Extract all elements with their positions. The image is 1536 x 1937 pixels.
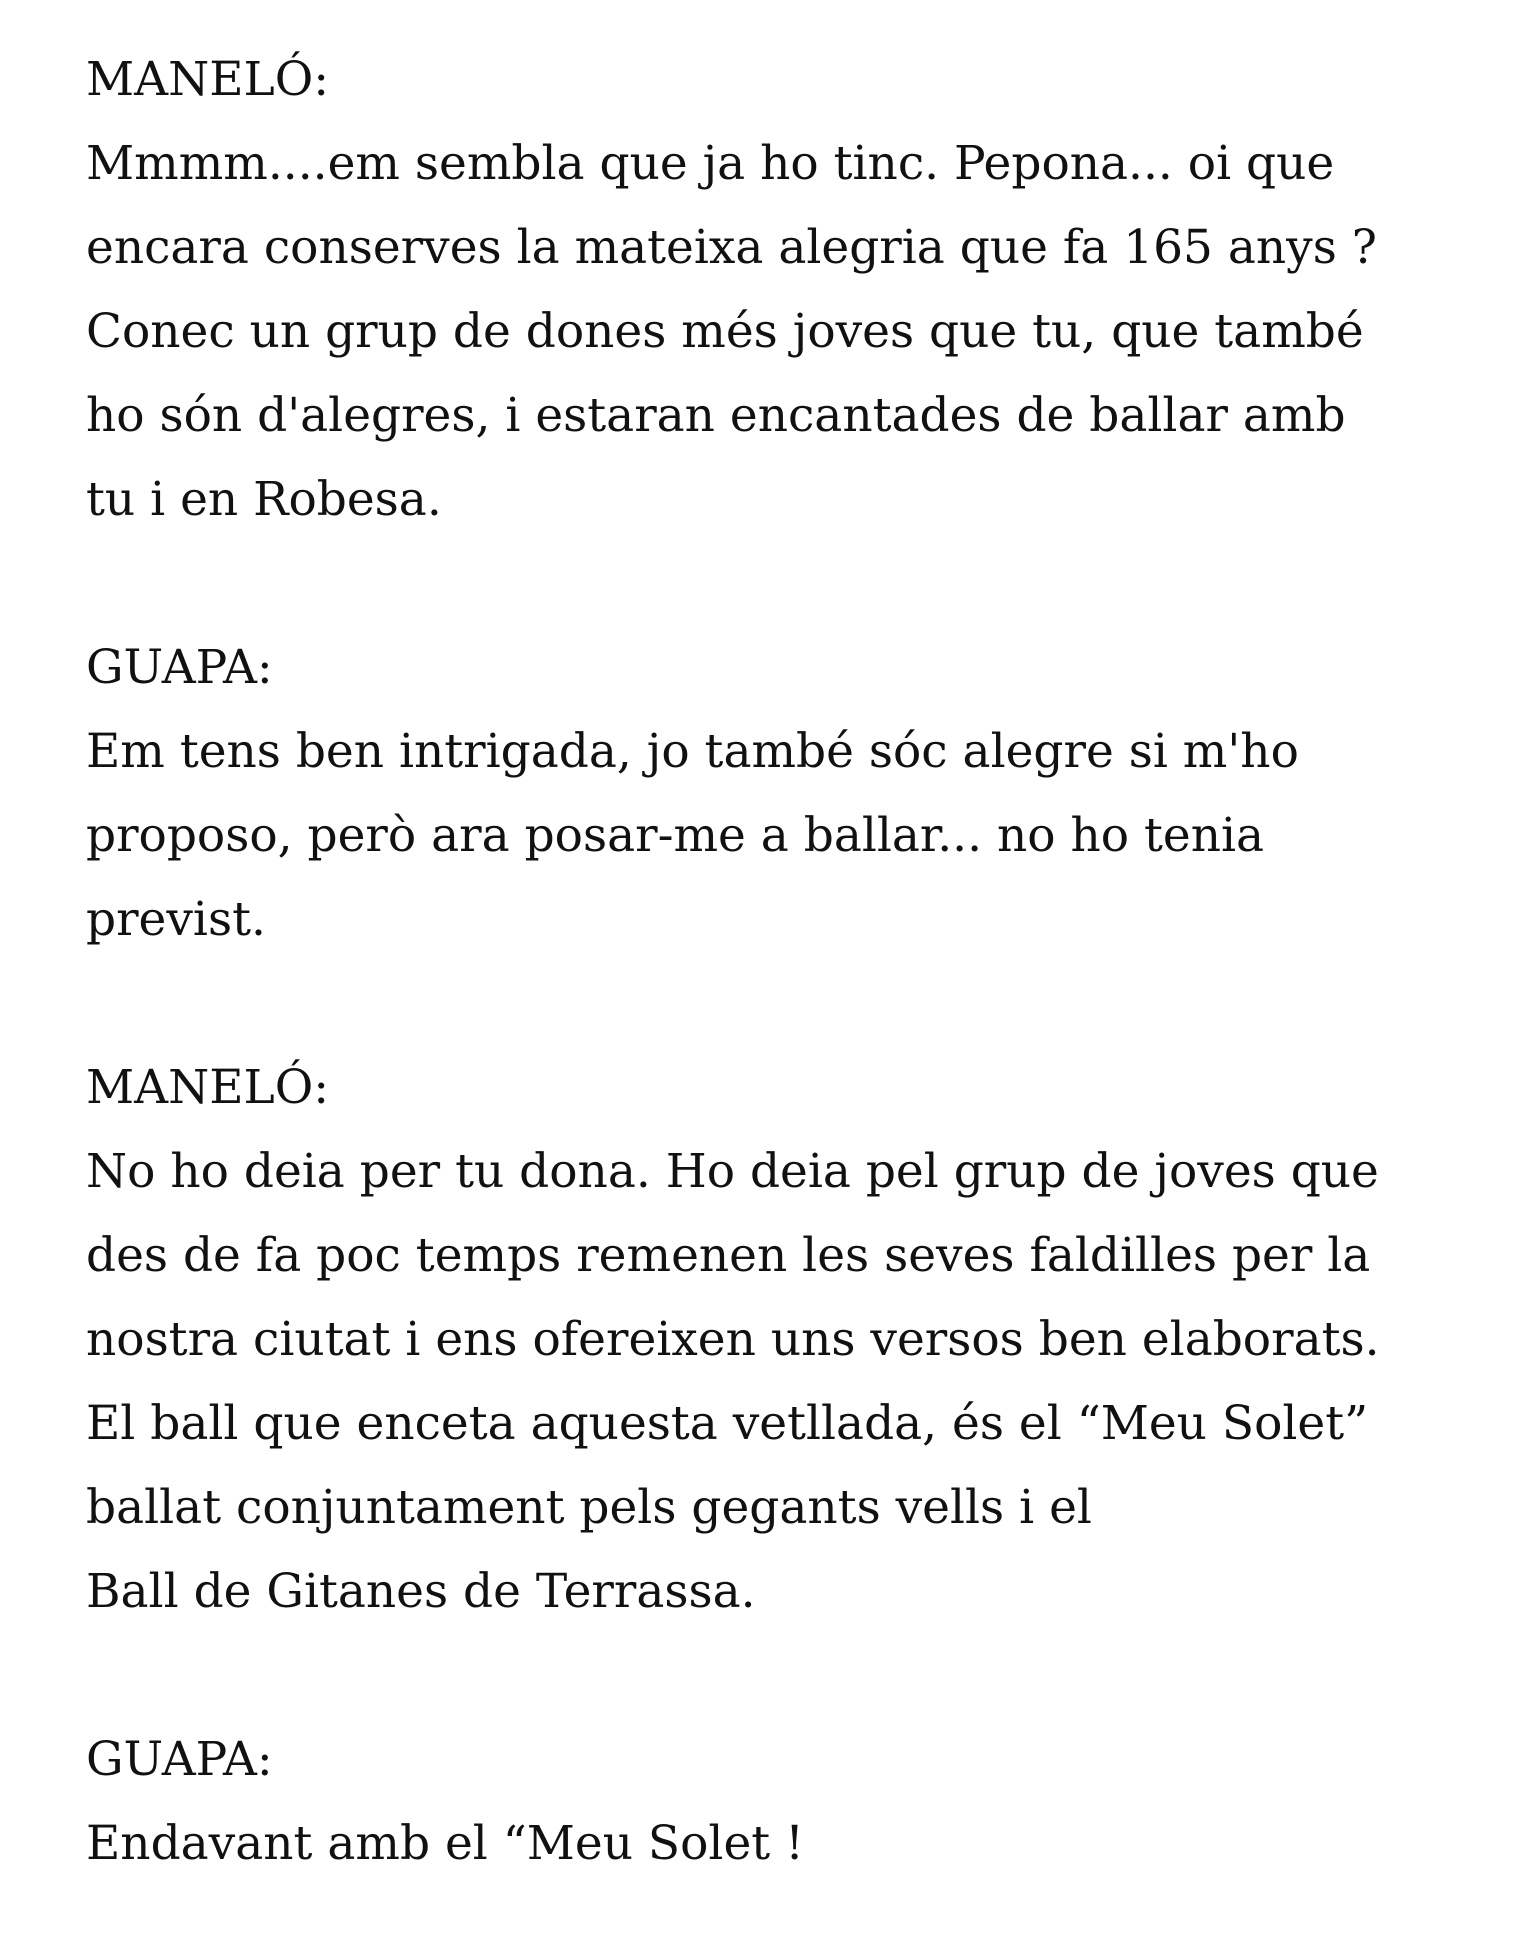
dialogue-block-manelo-1	[86, 38, 1506, 542]
dialogue-line: ho són d'alegres, i estaran encantades de ballar amb	[86, 388, 1346, 443]
dialogue-block-guapa-1	[86, 626, 1506, 962]
dialogue-line: des de fa poc temps remenen les seves faldilles per la	[86, 1228, 1371, 1283]
script-page	[86, 38, 1506, 1886]
dialogue-line: nostra ciutat i ens ofereixen uns versos ben elaborats.	[86, 1312, 1380, 1367]
dialogue-line: Em tens ben intrigada, jo també sóc alegre si m'ho	[86, 724, 1299, 779]
dialogue-line: ballat conjuntament pels gegants vells i el	[86, 1480, 1092, 1535]
speaker-name: GUAPA:	[86, 1732, 273, 1787]
dialogue-line: No ho deia per tu dona. Ho deia pel grup de joves que	[86, 1144, 1379, 1199]
dialogue-line: Endavant amb el “Meu Solet !	[86, 1816, 804, 1871]
dialogue-line: Mmmm....em sembla que ja ho tinc. Pepona... oi que	[86, 136, 1335, 191]
dialogue-line: encara conserves la mateixa alegria que fa 165 anys ?	[86, 220, 1377, 275]
dialogue-line: proposo, però ara posar-me a ballar... no ho tenia	[86, 808, 1265, 863]
dialogue-line: Conec un grup de dones més joves que tu, que també	[86, 304, 1364, 359]
speaker-name: GUAPA:	[86, 640, 273, 695]
dialogue-block-manelo-2	[86, 1046, 1506, 1634]
dialogue-line: previst.	[86, 892, 266, 947]
dialogue-line: tu i en Robesa.	[86, 472, 442, 527]
speaker-name: MANELÓ:	[86, 1060, 330, 1115]
speaker-name: MANELÓ:	[86, 52, 330, 107]
dialogue-block-guapa-2	[86, 1718, 1506, 1886]
dialogue-line: El ball que enceta aquesta vetllada, és el “Meu Solet”	[86, 1396, 1369, 1451]
dialogue-line: Ball de Gitanes de Terrassa.	[86, 1564, 756, 1619]
